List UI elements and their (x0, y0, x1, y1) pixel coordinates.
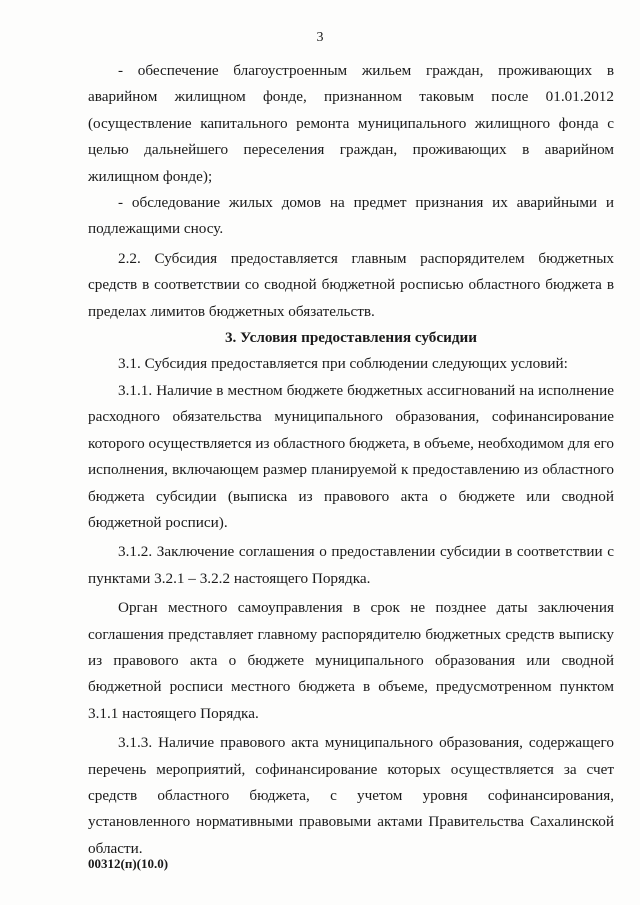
paragraph-bullet-inspection: - обследование жилых домов на предмет признания их аварийными и подлежащими сносу. (88, 194, 614, 238)
page-number: 3 (316, 30, 324, 45)
paragraph-3-1: 3.1. Субсидия предоставляется при соблюдении следующих условий: (118, 355, 568, 373)
paragraph-bullet-housing: - обеспечение благоустроенным жильем граждан, проживающих в аварийном жилищном фонде, признанном таковым после 01.01.2012 (осуществление капитального ремонта муниципального жилищного фонда с целью дальнейшего переселения граждан, проживающих в аварийном жилищном фонде); (88, 62, 614, 185)
paragraph-2-2: 2.2. Субсидия предоставляется главным распорядителем бюджетных средств в соответствии со сводной бюджетной росписью областного бюджета в пределах лимитов бюджетных обязательств. (88, 249, 614, 320)
paragraph-3-1-1: 3.1.1. Наличие в местном бюджете бюджетных ассигнований на исполнение расходного обязательства муниципального образования, софинансирование которого осуществляется из областного бюджета, в объеме, необходимом для его исполнения, включающем размер планируемой к предоставлению из областного бюджета субсидии (выписка из правового акта о бюджете или сводной бюджетной росписи). (88, 381, 614, 531)
paragraph-3-1-2: 3.1.2. Заключение соглашения о предоставлении субсидии в соответствии с пунктами 3.2.1 – 3.2.2 настоящего Порядка. (88, 543, 614, 587)
paragraph-local-authority: Орган местного самоуправления в срок не позднее даты заключения соглашения представляет главному распорядителю бюджетных средств выписку из правового акта о бюджете муниципального образования или сводной бюджетной росписи местного бюджета в объеме, предусмотренном пунктом 3.1.1 настоящего Порядка. (88, 599, 614, 722)
document-body (88, 58, 614, 862)
section-heading: 3. Условия предоставления субсидии (224, 329, 478, 347)
paragraph-3-1-3: 3.1.3. Наличие правового акта муниципального образования, содержащего перечень мероприятий, софинансирование которых осуществляется за счет средств областного бюджета, с учетом уровня софинансирования, установленного нормативными правовыми актами Правительства Сахалинской области. (88, 734, 614, 857)
document-code: 00312(п)(10.0) (88, 856, 169, 871)
